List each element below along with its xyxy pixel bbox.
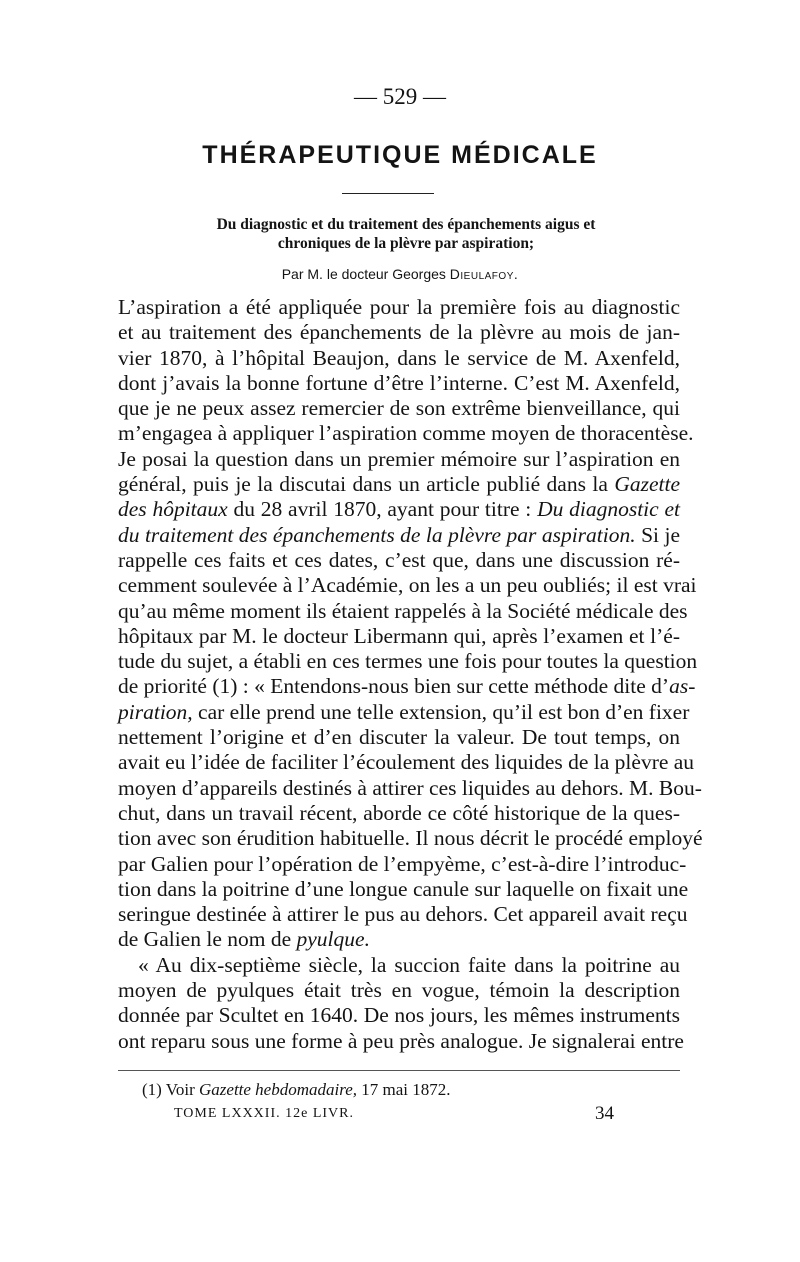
body-text-segment: moyen d’appareils destinés à attirer ces liquides au dehors. M. Bou- (118, 775, 702, 800)
body-line (118, 876, 689, 902)
body-line (118, 750, 695, 775)
body-text-segment: moyen de pyulques était très en vogue, témoin la description (118, 978, 680, 1003)
page-number: — 529 — (354, 84, 446, 109)
body-text-segment: ont reparu sous une forme à peu près analogue. Je signalerai entre (118, 1028, 684, 1053)
body-line (118, 1028, 684, 1054)
body-text-segment: du 28 avril 1870, ayant pour titre : (227, 497, 538, 522)
italic-text: du traitement des épanchements de la plèvre par aspiration. (118, 522, 636, 547)
byline (0, 266, 800, 282)
body-line (118, 346, 680, 371)
body-text-segment: L’aspiration a été appliquée pour la première fois au diagnostic (118, 295, 680, 319)
body-line (118, 978, 680, 1003)
signature-sheet: 34 (595, 1103, 614, 1124)
body-line (118, 472, 680, 497)
article-title-line-2: chroniques de la plèvre par aspiration; (277, 235, 535, 252)
body-text-segment: général, puis je la discutai dans un article publié dans la (118, 472, 615, 497)
body-text-segment: chut, dans un travail récent, aborde ce côté historique de la ques- (118, 800, 680, 825)
body-text-segment: avait eu l’idée de faciliter l’écoulement des liquides de la plèvre au (118, 750, 695, 775)
body-text-segment: et au traitement des épanchements de la plèvre au mois de jan- (118, 320, 680, 345)
section-title: THÉRAPEUTIQUE MÉDICALE (202, 141, 598, 169)
body-line (118, 396, 680, 421)
body-line (118, 624, 680, 649)
footnote-date: 17 mai 1872. (357, 1080, 451, 1099)
byline-author: Dieulafoy. (449, 266, 519, 282)
body-text-segment: cemment soulevée à l’Académie, on les a un peu oubliés; il est vrai (118, 573, 697, 598)
body-line (118, 447, 680, 472)
printer-signature (174, 1103, 614, 1124)
body-line (118, 649, 698, 674)
title-divider (342, 193, 434, 194)
article-body (118, 295, 703, 1054)
body-line (118, 927, 680, 952)
body-line (118, 598, 688, 624)
footnote-marker: (1) Voir (142, 1080, 199, 1099)
body-text-segment: car elle prend une telle extension, qu’il est bon d’en fixer (192, 699, 690, 724)
body-text-segment: Je posai la question dans un premier mémoire sur l’aspiration en (118, 446, 680, 471)
body-line (118, 953, 680, 978)
body-text-segment: hôpitaux par M. le docteur Libermann qui, après l’examen et l’é- (118, 623, 680, 648)
article-title-line-1: Du diagnostic et du traitement des épanchements aigus et (216, 216, 596, 233)
italic-text: des hôpitaux (118, 497, 228, 522)
body-text-segment: rappelle ces faits et ces dates, c’est que, dans une discussion ré- (118, 547, 680, 572)
article-title (128, 215, 684, 253)
body-line (118, 851, 687, 877)
body-text-segment: seringue destinée à attirer le pus au dehors. Cet appareil avait reçu (118, 902, 688, 927)
body-line (118, 371, 680, 396)
italic-text: piration, (118, 699, 193, 724)
body-line (118, 725, 680, 750)
body-text-segment: de Galien le nom de (118, 927, 297, 952)
body-line (118, 801, 680, 826)
body-line (118, 826, 703, 851)
body-text-segment: vier 1870, à l’hôpital Beaujon, dans le service de M. Axenfeld, (118, 345, 680, 370)
body-line (118, 320, 680, 345)
body-text-segment: nettement l’origine et d’en discuter la valeur. De tout temps, on (118, 725, 680, 750)
italic-text: as- (669, 674, 696, 699)
body-text-segment: qu’au même moment ils étaient rappelés à la Société médicale des (118, 598, 688, 623)
signature-volume: TOME LXXXII. 12e LIVR. (174, 1106, 354, 1121)
footnote (142, 1080, 451, 1100)
body-text-segment: « Au dix-septième siècle, la succion faite dans la poitrine au (138, 952, 680, 977)
body-text-segment: donnée par Scultet en 1640. De nos jours, les mêmes instruments (118, 1003, 680, 1028)
footnote-divider (118, 1070, 680, 1071)
body-line (118, 548, 680, 573)
body-text-segment: que je ne peux assez remercier de son extrême bienveillance, qui (118, 396, 680, 421)
body-line (118, 699, 690, 725)
body-line (118, 1003, 680, 1028)
body-text-segment: tion avec son érudition habituelle. Il nous décrit le procédé employé (118, 826, 703, 851)
body-text-segment: par Galien pour l’opération de l’empyème, c’est-à-dire l’introduc- (118, 851, 687, 876)
body-line (118, 775, 702, 801)
body-line (118, 523, 680, 548)
body-line (118, 674, 696, 699)
body-line (118, 573, 697, 598)
body-line (118, 295, 680, 320)
byline-prefix: Par M. le docteur Georges (281, 266, 446, 282)
body-line (118, 497, 680, 522)
body-text-segment: tion dans la poitrine d’une longue canule sur laquelle on fixait une (118, 876, 689, 901)
italic-text: Du diagnostic et (537, 497, 680, 522)
body-text-segment: m’engagea à appliquer l’aspiration comme moyen de thoracentèse. (118, 421, 694, 446)
italic-text: pyulque. (296, 927, 370, 952)
body-text-segment: dont j’avais la bonne fortune d’être l’interne. C’est M. Axenfeld, (118, 370, 680, 395)
body-text-segment: Si je (635, 522, 680, 547)
body-line (118, 902, 688, 927)
footnote-journal: Gazette hebdomadaire, (199, 1080, 358, 1099)
body-text-segment: de priorité (1) : « Entendons-nous bien sur cette méthode dite d’ (118, 674, 670, 699)
italic-text: Gazette (614, 472, 680, 497)
body-line (118, 421, 694, 446)
body-text-segment: tude du sujet, a établi en ces termes une fois pour toutes la question (118, 649, 698, 674)
